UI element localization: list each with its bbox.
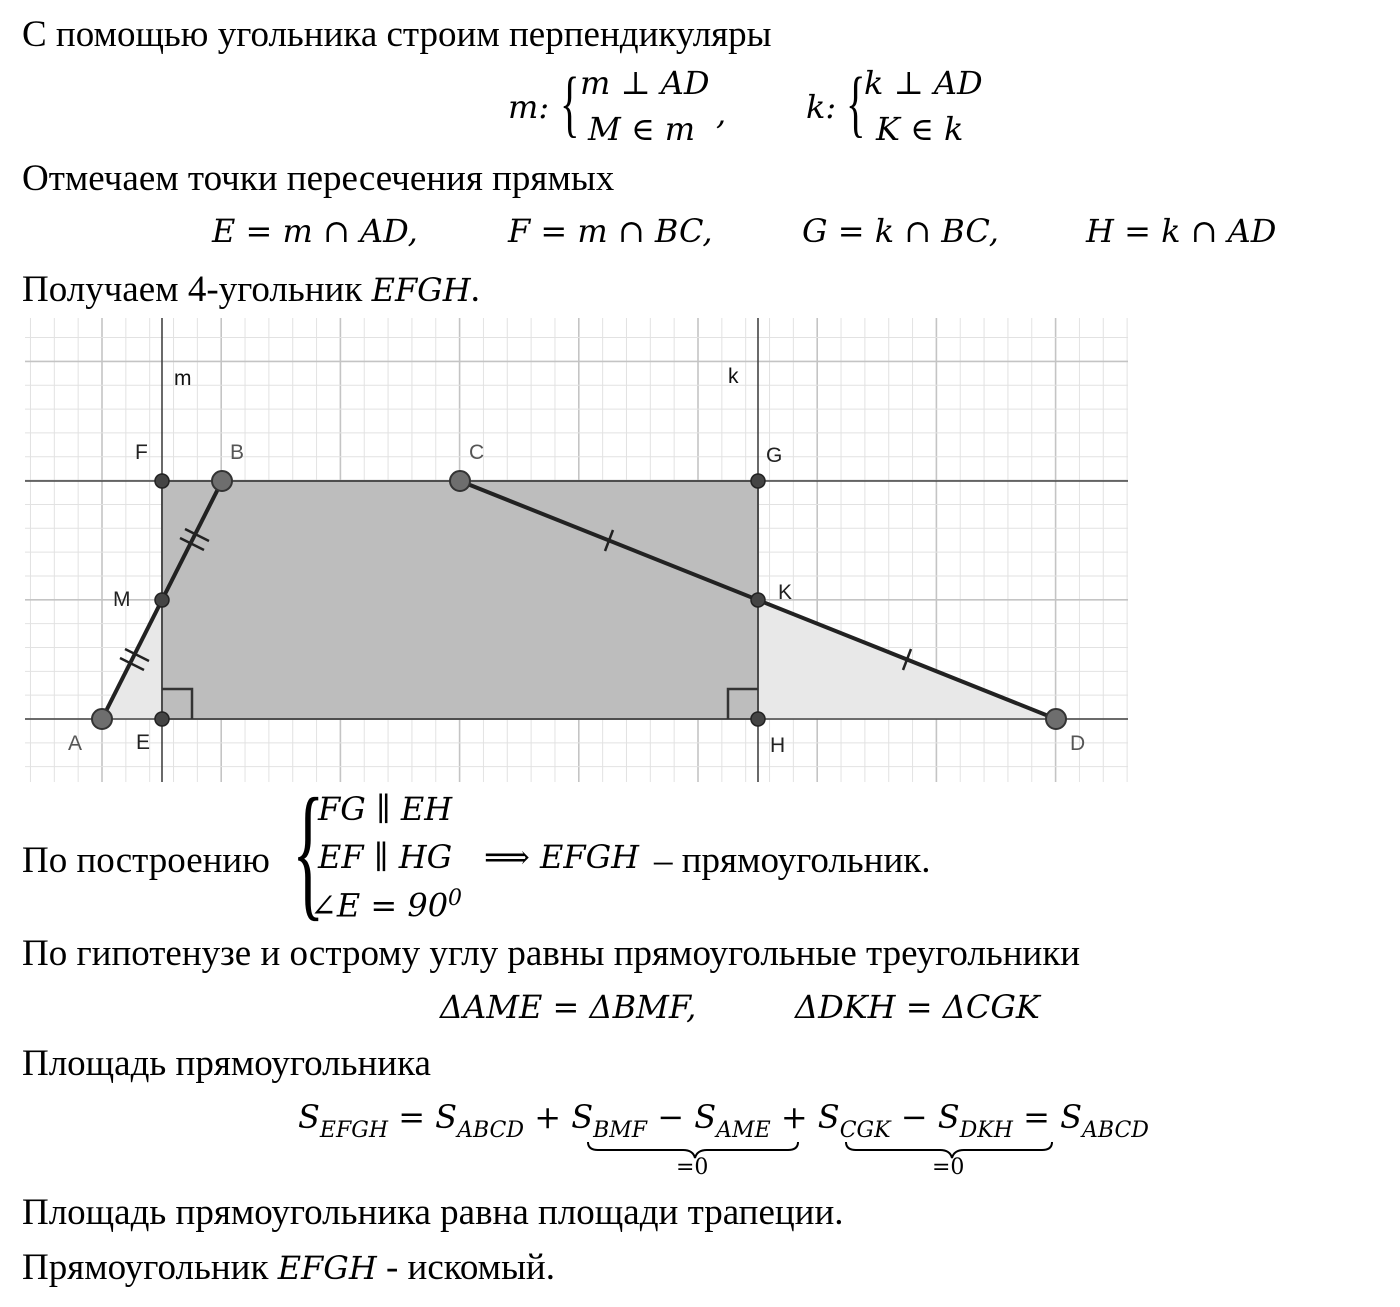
intersection-H: H = k ∩ AD <box>1086 212 1277 250</box>
conclusion-text: Прямоугольник <box>22 1247 269 1288</box>
area-S-BMF: $S_{BMF}$ <box>571 1098 648 1143</box>
label-A: A <box>68 732 83 755</box>
area-plus-1: + <box>534 1098 562 1136</box>
sys1-lhs-k: k: <box>806 88 837 126</box>
text-line-triangles: По гипотенузе и острому углу равны прямоугольные треугольники <box>22 933 1081 974</box>
intersection-E: E = m ∩ AD, <box>212 212 418 250</box>
intersection-G: G = k ∩ BC, <box>802 212 999 250</box>
sys1-row-K-in-k: K ∈ k <box>876 110 964 148</box>
sys2-row-EF-HG: EF ∥ HG <box>318 838 453 876</box>
area-S-EFGH: $S_{EFGH}$ <box>298 1098 389 1143</box>
area-eq-2: = <box>1023 1098 1050 1136</box>
underbrace-1-label: =0 <box>676 1155 709 1180</box>
conclusion-end: - искомый. <box>376 1247 555 1288</box>
text-line-area: Площадь прямоугольника <box>22 1043 431 1084</box>
label-G: G <box>766 444 783 467</box>
text-line-perpendiculars: С помощью угольника строим перпендикуляры <box>22 14 772 55</box>
label-C: C <box>469 441 485 464</box>
sys2-row-FG-EH: FG ∥ EH <box>318 790 453 828</box>
label-D: D <box>1070 732 1086 755</box>
sys2-angle-text: ∠E = 90 <box>310 886 449 925</box>
area-S-ABCD-2: $S_{ABCD}$ <box>1060 1098 1149 1143</box>
text-line-conclusion <box>22 1246 555 1290</box>
area-eq-1: = <box>398 1098 425 1136</box>
sys1-row-M-in-m: M ∈ m <box>588 110 696 148</box>
sys1-row-k-perp: k ⊥ AD <box>864 64 983 102</box>
triangles-equal-1: ΔAME = ΔBMF, <box>440 988 697 1026</box>
area-minus-1: − <box>657 1098 685 1136</box>
sys1-row-m-perp: m ⊥ AD <box>580 64 710 102</box>
sys2-conclusion: – прямоугольник. <box>654 840 931 881</box>
quadrilateral-text: Получаем 4-угольник <box>22 269 363 310</box>
area-plus-2: + <box>780 1098 808 1136</box>
conclusion-name: EFGH <box>277 1249 377 1287</box>
label-M: M <box>113 588 131 611</box>
quadrilateral-period: . <box>470 269 480 310</box>
area-minus-2: − <box>900 1098 928 1136</box>
label-E: E <box>136 731 151 754</box>
sys1-brace-right: { <box>846 63 866 145</box>
triangles-equal-2: ΔDKH = ΔCGK <box>795 988 1040 1026</box>
area-S-ABCD: $S_{ABCD}$ <box>435 1098 525 1143</box>
area-S-CGK: $S_{CGK}$ <box>817 1098 891 1143</box>
area-S-AME: $S_{AME}$ <box>694 1098 771 1143</box>
sys1-lhs-m: m: <box>508 88 550 126</box>
text-by-construction: По построению <box>22 840 270 881</box>
sys2-angle-degree: 0 <box>448 886 463 911</box>
underbrace-2-label: =0 <box>932 1155 965 1180</box>
label-K: K <box>778 581 793 604</box>
label-k: k <box>728 365 739 388</box>
sys1-brace-left: { <box>560 63 580 145</box>
label-H: H <box>770 734 786 757</box>
area-S-DKH: $S_{DKH}$ <box>937 1098 1013 1143</box>
label-m: m <box>174 367 192 390</box>
intersection-F: F = m ∩ BC, <box>508 212 713 250</box>
quadrilateral-name: EFGH <box>371 271 471 309</box>
sys1-comma: , <box>716 94 727 132</box>
sys2-implies: ⟹ EFGH <box>484 838 640 876</box>
sys2-brace: { <box>292 768 325 934</box>
text-line-intersections: Отмечаем точки пересечения прямых <box>22 158 615 199</box>
label-B: B <box>230 441 245 464</box>
label-F: F <box>135 441 148 464</box>
text-line-area-equal: Площадь прямоугольника равна площади трапеции. <box>22 1192 844 1233</box>
